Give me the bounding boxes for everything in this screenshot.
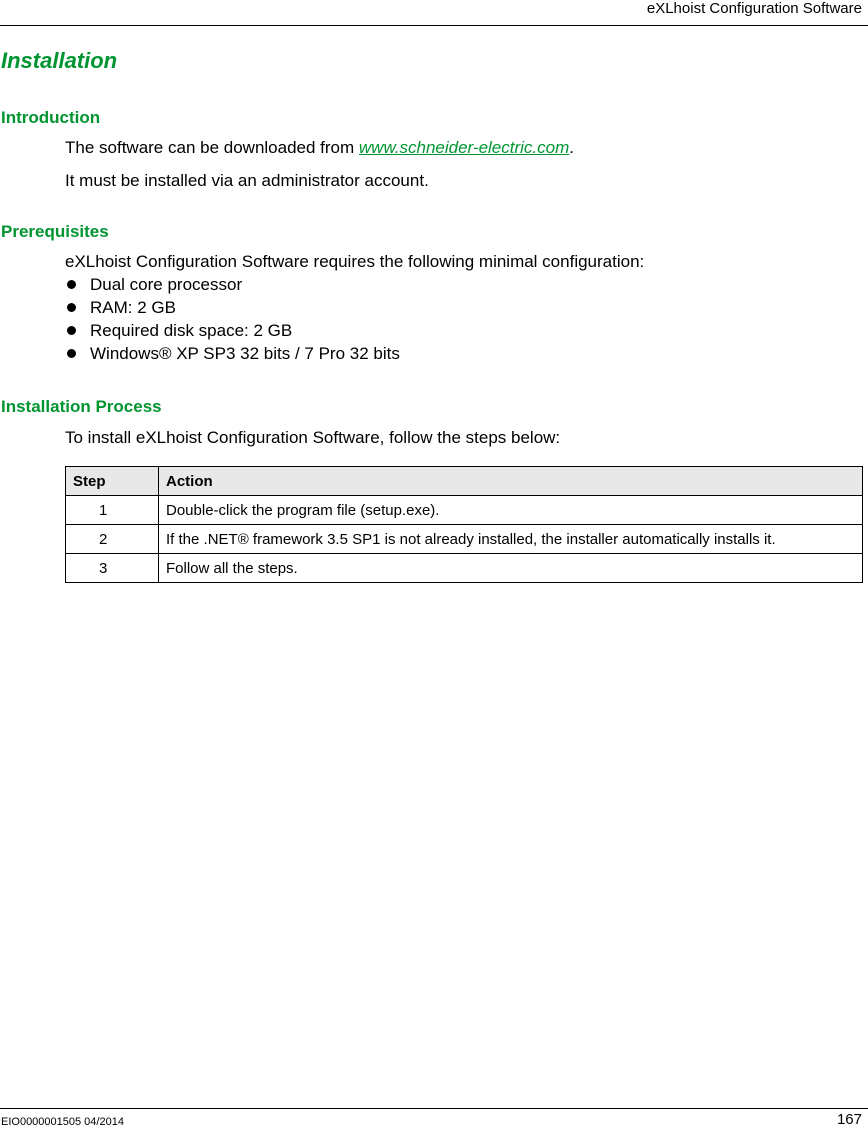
step-number: 3 <box>66 554 159 583</box>
download-suffix: . <box>569 138 574 157</box>
prerequisites-intro: eXLhoist Configuration Software requires the following minimal configuration: <box>65 252 645 271</box>
document-reference: EIO0000001505 04/2014 <box>1 1116 124 1128</box>
footer-divider <box>0 1108 868 1109</box>
prerequisites-heading: Prerequisites <box>1 222 109 241</box>
list-item: Required disk space: 2 GB <box>65 319 400 342</box>
table-row <box>66 496 863 525</box>
header-divider <box>0 25 868 26</box>
list-item: RAM: 2 GB <box>65 296 400 319</box>
introduction-heading: Introduction <box>1 108 101 127</box>
installation-process-heading: Installation Process <box>1 397 162 416</box>
installation-steps-table <box>65 466 863 583</box>
step-number: 2 <box>66 525 159 554</box>
page-number: 167 <box>836 1111 862 1128</box>
admin-note: It must be installed via an administrator account. <box>65 171 429 190</box>
installation-process-intro: To install eXLhoist Configuration Software, follow the steps below: <box>65 428 561 447</box>
bullet-icon <box>67 326 76 335</box>
table-row <box>66 525 863 554</box>
table-row <box>66 554 863 583</box>
table-header-row <box>66 467 863 496</box>
step-number: 1 <box>66 496 159 525</box>
schneider-website-link[interactable]: www.schneider-electric.com <box>358 138 570 157</box>
page-title: Installation <box>1 48 118 73</box>
download-sentence <box>65 137 574 159</box>
list-item: Windows® XP SP3 32 bits / 7 Pro 32 bits <box>65 342 400 365</box>
running-header-title: eXLhoist Configuration Software <box>646 0 862 17</box>
bullet-icon <box>67 349 76 358</box>
bullet-icon <box>67 303 76 312</box>
bullet-icon <box>67 280 76 289</box>
list-item: Dual core processor <box>65 273 400 296</box>
step-action: If the .NET® framework 3.5 SP1 is not already installed, the installer automatically installs it. <box>159 525 863 554</box>
download-prefix: The software can be downloaded from <box>65 138 359 157</box>
step-action: Follow all the steps. <box>159 554 863 583</box>
prerequisites-list <box>65 273 400 365</box>
column-header-action: Action <box>159 467 863 496</box>
column-header-step: Step <box>66 467 159 496</box>
step-action: Double-click the program file (setup.exe). <box>159 496 863 525</box>
